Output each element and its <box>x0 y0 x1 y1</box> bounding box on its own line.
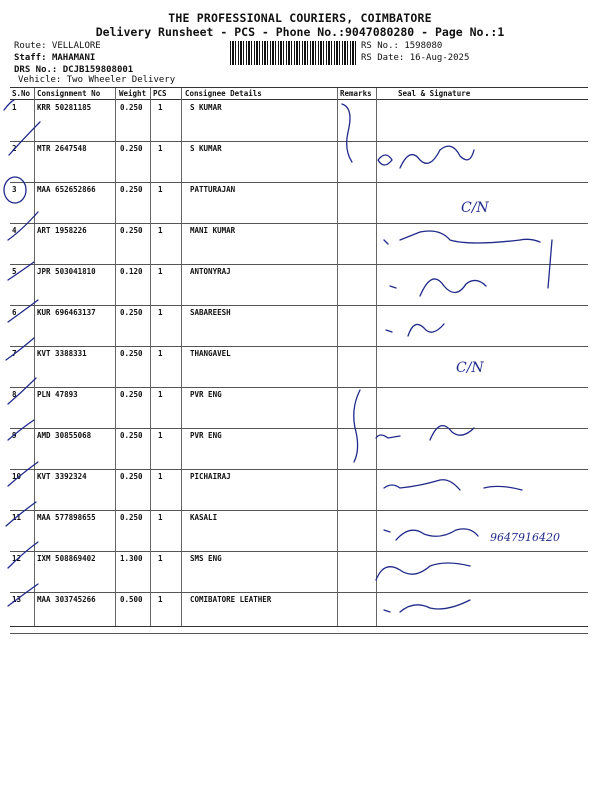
cell-consignee: S KUMAR <box>190 144 222 153</box>
header-seal: Seal & Signature <box>398 89 471 98</box>
staff-prefix: Staff: <box>14 53 52 63</box>
header-pcs: PCS <box>153 89 167 98</box>
cell-consignment: IXM 508869402 <box>37 554 96 563</box>
cell-sno: 3 <box>12 185 17 194</box>
cell-pcs: 1 <box>158 431 163 440</box>
cell-pcs: 1 <box>158 103 163 112</box>
cell-pcs: 1 <box>158 513 163 522</box>
cell-weight: 0.120 <box>120 267 143 276</box>
cell-consignee: SABAREESH <box>190 308 231 317</box>
cell-consignee: PICHAIRAJ <box>190 472 231 481</box>
cell-consignee: THANGAVEL <box>190 349 231 358</box>
table-row <box>10 387 588 429</box>
cell-pcs: 1 <box>158 144 163 153</box>
header-remarks: Remarks <box>340 89 372 98</box>
cell-sno: 4 <box>12 226 17 235</box>
cell-weight: 0.250 <box>120 226 143 235</box>
cell-weight: 0.250 <box>120 431 143 440</box>
table-row <box>10 551 588 593</box>
cell-sno: 5 <box>12 267 17 276</box>
cell-sno: 13 <box>12 595 22 604</box>
header-consignment: Consignment No <box>37 89 101 98</box>
table-row <box>10 182 588 224</box>
cell-pcs: 1 <box>158 390 163 399</box>
table-top-rule <box>10 87 588 88</box>
vehicle-label: Vehicle: Two Wheeler Delivery <box>18 75 176 85</box>
cell-weight: 0.250 <box>120 390 143 399</box>
rs-number: RS No.: 1598080 <box>361 41 443 51</box>
staff-label <box>14 53 95 63</box>
table-row <box>10 141 588 183</box>
cell-pcs: 1 <box>158 267 163 276</box>
cell-pcs: 1 <box>158 349 163 358</box>
cell-consignment: MAA 577898655 <box>37 513 96 522</box>
cell-consignee: COMIBATORE LEATHER <box>190 595 272 604</box>
cell-weight: 1.300 <box>120 554 143 563</box>
cell-consignee: ANTONYRAJ <box>190 267 231 276</box>
cell-sno: 10 <box>12 472 22 481</box>
cell-consignment: KRR 50281185 <box>37 103 92 112</box>
cell-pcs: 1 <box>158 185 163 194</box>
cell-sno: 7 <box>12 349 17 358</box>
cell-weight: 0.250 <box>120 103 143 112</box>
runsheet-subtitle: Delivery Runsheet - PCS - Phone No.:9047080280 - Page No.:1 <box>95 25 505 39</box>
cell-consignee: SMS ENG <box>190 554 222 563</box>
cell-pcs: 1 <box>158 472 163 481</box>
cell-sno: 1 <box>12 103 17 112</box>
table-row <box>10 428 588 470</box>
cn-note: C/N <box>461 200 489 216</box>
cell-sno: 8 <box>12 390 17 399</box>
cell-consignee: PVR ENG <box>190 431 222 440</box>
cell-weight: 0.250 <box>120 472 143 481</box>
cn-note: C/N <box>456 360 484 376</box>
cell-consignment: MTR 2647548 <box>37 144 87 153</box>
cell-consignment: MAA 652652866 <box>37 185 96 194</box>
cell-consignee: KASALI <box>190 513 218 522</box>
table-row <box>10 469 588 511</box>
cell-weight: 0.250 <box>120 513 143 522</box>
table-row <box>10 305 588 347</box>
cell-pcs: 1 <box>158 595 163 604</box>
cell-weight: 0.250 <box>120 349 143 358</box>
cell-consignment: KUR 696463137 <box>37 308 96 317</box>
route-label: Route: VELLALORE <box>14 41 101 51</box>
cell-consignment: ART 1958226 <box>37 226 87 235</box>
cell-sno: 2 <box>12 144 17 153</box>
cell-weight: 0.250 <box>120 308 143 317</box>
barcode <box>230 41 357 65</box>
cell-consignment: KVT 3392324 <box>37 472 87 481</box>
cell-consignment: KVT 3388331 <box>37 349 87 358</box>
cell-consignee: S KUMAR <box>190 103 222 112</box>
cell-sno: 9 <box>12 431 17 440</box>
cell-weight: 0.250 <box>120 144 143 153</box>
cell-sno: 6 <box>12 308 17 317</box>
table-row <box>10 264 588 306</box>
rs-date: RS Date: 16-Aug-2025 <box>361 53 470 63</box>
cell-consignee: PVR ENG <box>190 390 222 399</box>
header-consignee: Consignee Details <box>185 89 262 98</box>
table-row <box>10 592 588 634</box>
table-row <box>10 100 588 142</box>
cell-consignment: PLN 47893 <box>37 390 78 399</box>
cell-consignment: JPR 503041810 <box>37 267 96 276</box>
cell-sno: 11 <box>12 513 22 522</box>
cell-pcs: 1 <box>158 226 163 235</box>
cell-pcs: 1 <box>158 308 163 317</box>
company-title: THE PROFESSIONAL COURIERS, COIMBATORE <box>168 11 432 25</box>
cell-consignee: MANI KUMAR <box>190 226 236 235</box>
cell-consignment: MAA 303745266 <box>37 595 96 604</box>
table-row <box>10 510 588 552</box>
cell-weight: 0.500 <box>120 595 143 604</box>
table-row <box>10 223 588 265</box>
cell-pcs: 1 <box>158 554 163 563</box>
header-weight: Weight <box>119 89 147 98</box>
cell-sno: 12 <box>12 554 22 563</box>
phone-note: 9647916420 <box>490 531 560 544</box>
header-sno: S.No <box>12 89 31 98</box>
cell-consignee: PATTURAJAN <box>190 185 236 194</box>
staff-name: MAHAMANI <box>51 53 96 63</box>
cell-consignment: AMD 30855068 <box>37 431 92 440</box>
drs-number: DRS No.: DCJB159808001 <box>14 65 134 75</box>
cell-weight: 0.250 <box>120 185 143 194</box>
table-row <box>10 346 588 388</box>
